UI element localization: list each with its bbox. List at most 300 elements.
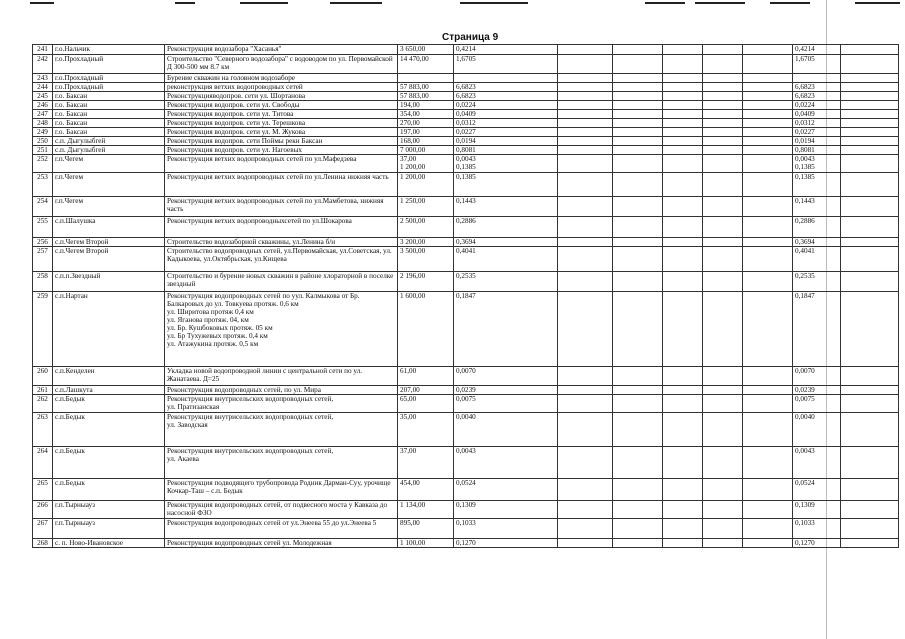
row-share-total: 0,0194 (793, 137, 841, 146)
empty-cell (841, 146, 899, 155)
row-number: 242 (33, 55, 53, 74)
row-municipality: с.п.Нартан (53, 292, 165, 367)
row-share: 0,3694 (454, 238, 558, 247)
row-amount: 1 200,00 (398, 173, 454, 197)
empty-cell (613, 173, 663, 197)
row-amount: 1 100,00 (398, 539, 454, 548)
empty-cell (841, 155, 899, 173)
empty-cell (841, 539, 899, 548)
row-amount: 35,00 (398, 413, 454, 447)
empty-cell (558, 128, 613, 137)
empty-cell (613, 413, 663, 447)
empty-cell (558, 292, 613, 367)
empty-cell (743, 367, 793, 386)
empty-cell (613, 155, 663, 173)
row-municipality: г.п.Чегем (53, 173, 165, 197)
row-description: Строительство и бурение новых скважин в районе хлораторной в поселке звездный (165, 272, 398, 292)
row-description: Реконструкцияводопров. сети ул. Шортанова (165, 92, 398, 101)
empty-cell (841, 479, 899, 501)
empty-cell (703, 83, 743, 92)
row-municipality: с.п. Дыгулыбгей (53, 146, 165, 155)
empty-cell (743, 110, 793, 119)
row-amount: 1 250,00 (398, 197, 454, 217)
row-description: Реконструкция подводящего трубопровода Родник Дарман-Суу, урочище Кочкар-Таш – с.п. Бедык (165, 479, 398, 501)
table-row (33, 247, 899, 272)
header-rule (460, 2, 528, 4)
row-description: Реконструкция водопров. сети ул. Титова (165, 110, 398, 119)
empty-cell (663, 272, 703, 292)
empty-cell (613, 292, 663, 367)
table-row (33, 137, 899, 146)
empty-cell (663, 146, 703, 155)
empty-cell (613, 55, 663, 74)
row-number: 244 (33, 83, 53, 92)
empty-cell (558, 92, 613, 101)
empty-cell (613, 447, 663, 479)
empty-cell (558, 146, 613, 155)
empty-cell (613, 197, 663, 217)
row-description: Реконструкция водозабора "Хасанья" (165, 45, 398, 55)
empty-cell (841, 447, 899, 479)
row-share-total: 0,1443 (793, 197, 841, 217)
row-share: 1,6705 (454, 55, 558, 74)
row-share-total: 6,6823 (793, 83, 841, 92)
empty-cell (663, 413, 703, 447)
row-share-total: 0,2535 (793, 272, 841, 292)
empty-cell (703, 367, 743, 386)
row-share-total: 0,0043 (793, 447, 841, 479)
row-share (454, 74, 558, 83)
row-share: 0,1270 (454, 539, 558, 548)
row-share: 0,1847 (454, 292, 558, 367)
row-amount: 3 200,00 (398, 238, 454, 247)
row-share: 0,4214 (454, 45, 558, 55)
empty-cell (613, 92, 663, 101)
row-number: 258 (33, 272, 53, 292)
row-amount: 37,00 1 200,00 (398, 155, 454, 173)
empty-cell (663, 155, 703, 173)
table-row (33, 74, 899, 83)
row-description: Реконструкция внутрисельских водопроводных сетей, ул. Акаева (165, 447, 398, 479)
row-description: Реконструкция водопров. сети ул. Нагоевых (165, 146, 398, 155)
row-description: Реконструкция водопров. сети Поймы реки Баксан (165, 137, 398, 146)
empty-cell (841, 197, 899, 217)
row-share: 0,8081 (454, 146, 558, 155)
row-amount: 197,00 (398, 128, 454, 137)
empty-cell (663, 479, 703, 501)
row-number: 241 (33, 45, 53, 55)
row-number: 255 (33, 217, 53, 238)
table-row (33, 173, 899, 197)
page-label: Страница 9 (442, 32, 499, 43)
row-municipality: г.о.Нальчик (53, 45, 165, 55)
empty-cell (703, 413, 743, 447)
empty-cell (558, 110, 613, 119)
empty-cell (703, 292, 743, 367)
empty-cell (743, 272, 793, 292)
empty-cell (663, 173, 703, 197)
empty-cell (703, 173, 743, 197)
table-row (33, 519, 899, 539)
empty-cell (743, 74, 793, 83)
row-description: Реконструкция внутрисельских водопроводных сетей, ул. Пратизанская (165, 395, 398, 413)
empty-cell (703, 386, 743, 395)
row-amount: 7 000,00 (398, 146, 454, 155)
row-number: 248 (33, 119, 53, 128)
row-number: 263 (33, 413, 53, 447)
empty-cell (663, 447, 703, 479)
table-row (33, 101, 899, 110)
empty-cell (703, 238, 743, 247)
empty-cell (558, 155, 613, 173)
row-description: Реконструкция водопроводных сетей от ул.Энеева 55 до ул.Энеева 5 (165, 519, 398, 539)
row-municipality: г.п.Чегем (53, 155, 165, 173)
empty-cell (743, 83, 793, 92)
row-amount: 354,00 (398, 110, 454, 119)
empty-cell (743, 101, 793, 110)
table-row (33, 292, 899, 367)
table-row (33, 367, 899, 386)
row-number: 246 (33, 101, 53, 110)
row-share: 0,0239 (454, 386, 558, 395)
row-description: Реконструкция водопроводных сетей, по ул. Мира (165, 386, 398, 395)
empty-cell (703, 92, 743, 101)
empty-cell (613, 479, 663, 501)
empty-cell (558, 119, 613, 128)
row-share: 0,2886 (454, 217, 558, 238)
empty-cell (841, 173, 899, 197)
empty-cell (841, 128, 899, 137)
empty-cell (663, 386, 703, 395)
table-row (33, 539, 899, 548)
row-share-total: 0,1847 (793, 292, 841, 367)
row-municipality: г.о. Баксан (53, 110, 165, 119)
row-municipality: г.п.Тырныауз (53, 519, 165, 539)
table-row (33, 45, 899, 55)
empty-cell (703, 217, 743, 238)
row-number: 247 (33, 110, 53, 119)
row-amount: 3 500,00 (398, 247, 454, 272)
row-amount: 270,00 (398, 119, 454, 128)
empty-cell (613, 367, 663, 386)
empty-cell (613, 217, 663, 238)
row-municipality: с.п. Дыгулыбгей (53, 137, 165, 146)
empty-cell (841, 137, 899, 146)
row-share: 6,6823 (454, 83, 558, 92)
empty-cell (558, 272, 613, 292)
row-amount: 207,00 (398, 386, 454, 395)
empty-cell (663, 137, 703, 146)
row-amount: 1 600,00 (398, 292, 454, 367)
empty-cell (613, 519, 663, 539)
row-municipality: с.п.п.Звездный (53, 272, 165, 292)
empty-cell (703, 110, 743, 119)
row-share-total: 0,8081 (793, 146, 841, 155)
row-share-total: 0,4041 (793, 247, 841, 272)
row-municipality: г.п.Чегем (53, 197, 165, 217)
row-description: Реконструкция ветхих водопроводных сетей по ул.Мамбетова, нижняя часть (165, 197, 398, 217)
empty-cell (703, 128, 743, 137)
table-row (33, 413, 899, 447)
row-number: 252 (33, 155, 53, 173)
row-share-total: 0,0070 (793, 367, 841, 386)
header-rule (695, 2, 745, 4)
empty-cell (558, 74, 613, 83)
project-table (32, 44, 899, 548)
row-number: 257 (33, 247, 53, 272)
row-municipality: с.п.Бедык (53, 413, 165, 447)
empty-cell (743, 386, 793, 395)
empty-cell (841, 367, 899, 386)
row-description: Укладка новой водопроводной линии с центральной сети по ул. Жанатаева. Д=25 (165, 367, 398, 386)
row-municipality: г.о. Баксан (53, 119, 165, 128)
row-description: Реконструкция внутрисельских водопроводных сетей, ул. Заводская (165, 413, 398, 447)
empty-cell (663, 110, 703, 119)
row-municipality: с.п.Шалушка (53, 217, 165, 238)
empty-cell (663, 519, 703, 539)
row-share: 0,0043 (454, 447, 558, 479)
empty-cell (558, 395, 613, 413)
empty-cell (703, 55, 743, 74)
empty-cell (743, 45, 793, 55)
header-rule (240, 2, 288, 4)
empty-cell (663, 74, 703, 83)
row-amount: 1 134,00 (398, 501, 454, 519)
empty-cell (558, 386, 613, 395)
row-municipality: с.п.Лашкута (53, 386, 165, 395)
empty-cell (613, 146, 663, 155)
row-amount: 194,00 (398, 101, 454, 110)
row-share-total: 0,1270 (793, 539, 841, 548)
empty-cell (558, 238, 613, 247)
empty-cell (743, 479, 793, 501)
empty-cell (743, 137, 793, 146)
table-row (33, 479, 899, 501)
row-description: Строительство "Северного водозабора" с водоводом по ул. Первомайской Д 300-500 мм 8.7 км (165, 55, 398, 74)
row-share: 0,0040 (454, 413, 558, 447)
row-share-total: 0,0227 (793, 128, 841, 137)
empty-cell (663, 539, 703, 548)
table-row (33, 155, 899, 173)
empty-cell (703, 119, 743, 128)
row-description: Реконструкция ветхих водопроводныхсетей по ул.Шокарова (165, 217, 398, 238)
row-municipality: с. п. Ново-Ивановское (53, 539, 165, 548)
header-rule (30, 2, 54, 4)
empty-cell (743, 173, 793, 197)
empty-cell (743, 447, 793, 479)
table-row (33, 386, 899, 395)
empty-cell (743, 92, 793, 101)
row-description: Реконструкция водопроводных сетей, от подвесного моста у Кавказа до насосной ФЗО (165, 501, 398, 519)
empty-cell (841, 92, 899, 101)
empty-cell (663, 292, 703, 367)
empty-cell (663, 101, 703, 110)
row-share-total: 0,0043 0,1385 (793, 155, 841, 173)
empty-cell (613, 386, 663, 395)
row-description: Строительство водозаборной скважины, ул.Ленина б/н (165, 238, 398, 247)
header-rule (855, 2, 900, 4)
row-amount: 37,00 (398, 447, 454, 479)
empty-cell (613, 247, 663, 272)
row-amount: 57 883,00 (398, 83, 454, 92)
row-amount: 168,00 (398, 137, 454, 146)
row-share: 0,0224 (454, 101, 558, 110)
row-number: 262 (33, 395, 53, 413)
row-municipality: с.п.Бедык (53, 479, 165, 501)
row-municipality: г.о.Прохладный (53, 74, 165, 83)
table-row (33, 92, 899, 101)
empty-cell (703, 395, 743, 413)
row-amount (398, 74, 454, 83)
row-description: Реконструкция водопроводных сетей ул. Молодежная (165, 539, 398, 548)
empty-cell (613, 128, 663, 137)
row-share: 0,1309 (454, 501, 558, 519)
row-share: 0,0312 (454, 119, 558, 128)
empty-cell (743, 292, 793, 367)
empty-cell (558, 519, 613, 539)
row-share-total: 0,0409 (793, 110, 841, 119)
row-number: 251 (33, 146, 53, 155)
row-municipality: г.о. Баксан (53, 128, 165, 137)
row-share-total: 0,0239 (793, 386, 841, 395)
row-share-total: 0,0312 (793, 119, 841, 128)
header-rule (645, 2, 685, 4)
empty-cell (703, 146, 743, 155)
empty-cell (743, 247, 793, 272)
empty-cell (663, 238, 703, 247)
table-row (33, 395, 899, 413)
empty-cell (703, 447, 743, 479)
empty-cell (841, 238, 899, 247)
empty-cell (743, 146, 793, 155)
empty-cell (743, 128, 793, 137)
row-number: 267 (33, 519, 53, 539)
row-municipality: г.о. Баксан (53, 92, 165, 101)
table-row (33, 217, 899, 238)
row-municipality: с.п.Чегем Второй (53, 247, 165, 272)
empty-cell (841, 247, 899, 272)
empty-cell (841, 501, 899, 519)
empty-cell (841, 386, 899, 395)
row-share: 0,0194 (454, 137, 558, 146)
empty-cell (841, 55, 899, 74)
row-number: 268 (33, 539, 53, 548)
row-number: 260 (33, 367, 53, 386)
empty-cell (703, 155, 743, 173)
header-rule (770, 2, 810, 4)
empty-cell (703, 272, 743, 292)
empty-cell (743, 413, 793, 447)
empty-cell (558, 55, 613, 74)
empty-cell (558, 539, 613, 548)
row-share: 0,1385 (454, 173, 558, 197)
empty-cell (703, 479, 743, 501)
empty-cell (558, 501, 613, 519)
empty-cell (743, 539, 793, 548)
row-description: Строительство водопроводных сетей, ул.Первомайская, ул.Советская, ул. Кадыкоева, ул.Октябрьская, ул.Кищева (165, 247, 398, 272)
row-number: 245 (33, 92, 53, 101)
row-share-total: 0,1385 (793, 173, 841, 197)
empty-cell (613, 238, 663, 247)
empty-cell (558, 137, 613, 146)
row-municipality: с.п.Бедык (53, 447, 165, 479)
row-description: реконструкция ветхих водопроводных сетей (165, 83, 398, 92)
table-row (33, 119, 899, 128)
row-share-total: 1,6705 (793, 55, 841, 74)
empty-cell (703, 197, 743, 217)
row-amount: 14 470,00 (398, 55, 454, 74)
row-number: 265 (33, 479, 53, 501)
row-number: 254 (33, 197, 53, 217)
row-share-total: 0,1033 (793, 519, 841, 539)
empty-cell (841, 119, 899, 128)
empty-cell (558, 447, 613, 479)
empty-cell (841, 413, 899, 447)
empty-cell (663, 83, 703, 92)
empty-cell (558, 173, 613, 197)
row-municipality: г.о.Прохладный (53, 55, 165, 74)
empty-cell (613, 272, 663, 292)
row-description: Реконструкция водопров. сети ул. М. Жукова (165, 128, 398, 137)
row-number: 261 (33, 386, 53, 395)
empty-cell (663, 128, 703, 137)
table-row (33, 110, 899, 119)
header-rule (175, 2, 195, 4)
empty-cell (743, 119, 793, 128)
empty-cell (841, 101, 899, 110)
row-share-total: 0,0224 (793, 101, 841, 110)
row-municipality: г.о.Прохладный (53, 83, 165, 92)
row-share-total: 0,4214 (793, 45, 841, 55)
row-description: Реконструкция водопров. сети ул. Терешкова (165, 119, 398, 128)
table-row (33, 501, 899, 519)
empty-cell (663, 119, 703, 128)
empty-cell (558, 217, 613, 238)
empty-cell (558, 247, 613, 272)
empty-cell (743, 519, 793, 539)
row-share-total: 0,1309 (793, 501, 841, 519)
row-amount: 61,00 (398, 367, 454, 386)
row-share: 6,6823 (454, 92, 558, 101)
row-share: 0,0075 (454, 395, 558, 413)
empty-cell (663, 197, 703, 217)
empty-cell (703, 519, 743, 539)
header-rule (330, 2, 382, 4)
empty-cell (841, 519, 899, 539)
empty-cell (841, 74, 899, 83)
row-description: Реконструкция водопров. сети ул. Свободы (165, 101, 398, 110)
empty-cell (703, 247, 743, 272)
row-description: Бурение скважин на головном водозаборе (165, 74, 398, 83)
row-number: 266 (33, 501, 53, 519)
empty-cell (613, 395, 663, 413)
row-share-total: 0,3694 (793, 238, 841, 247)
table-row (33, 272, 899, 292)
row-share: 0,0043 0,1385 (454, 155, 558, 173)
empty-cell (703, 101, 743, 110)
empty-cell (841, 217, 899, 238)
empty-cell (663, 395, 703, 413)
empty-cell (743, 197, 793, 217)
empty-cell (663, 45, 703, 55)
empty-cell (703, 45, 743, 55)
row-amount: 895,00 (398, 519, 454, 539)
empty-cell (558, 367, 613, 386)
empty-cell (841, 292, 899, 367)
row-share: 0,1443 (454, 197, 558, 217)
row-municipality: г.о. Баксан (53, 101, 165, 110)
empty-cell (613, 101, 663, 110)
